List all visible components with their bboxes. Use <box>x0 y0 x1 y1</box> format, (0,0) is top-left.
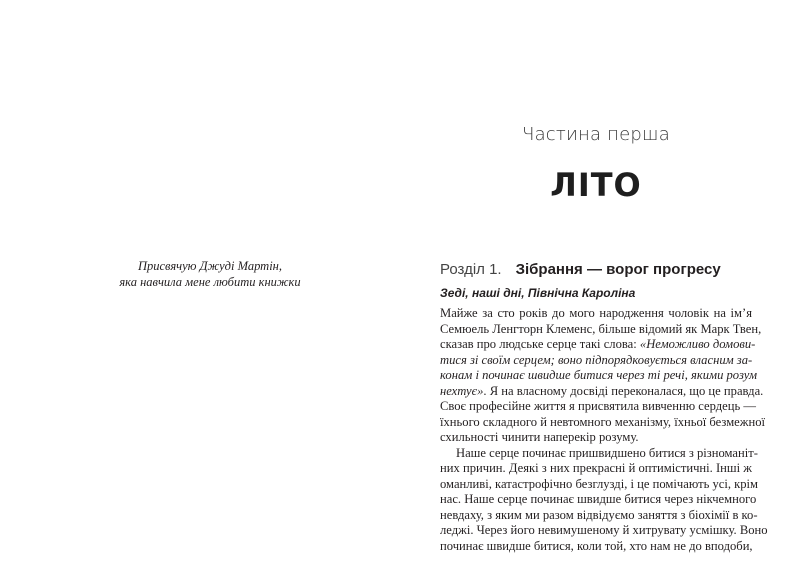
text-line <box>440 337 756 353</box>
text-line: їхнього складного й невтомного механізму, їхньої безмежної <box>440 414 765 429</box>
chapter-heading <box>440 261 760 278</box>
chapter-place: Зеді, наші дні, Північна Кароліна <box>440 286 636 300</box>
part-title: ЛІТО <box>550 166 642 204</box>
chapter-title: Зібрання — ворог прогресу <box>515 261 721 278</box>
part-label: Частина перша <box>522 124 670 145</box>
dedication <box>100 258 320 290</box>
text-line <box>440 383 764 400</box>
text-line: нас. Наше серце починає швидше битися через нікчемного <box>440 492 757 506</box>
text-span: . Я на власному досвіді переконалася, що це правда. <box>483 383 764 398</box>
text-line: леджі. Через його невимушеному й хитрувату усмішку. Воно <box>440 523 768 537</box>
text-line: Семюель Ленгторн Клеменс, більше відомий як Марк Твен, <box>440 321 762 336</box>
quote-span: нехтує» <box>440 383 484 398</box>
text-line: схильності чинити наперекір розуму. <box>440 430 639 444</box>
text-line: Своє професійне життя я присвятила вивченню сердець — <box>440 399 756 413</box>
dedication-line-1: Присвячую Джуді Мартін, <box>137 259 282 273</box>
text-line: них причин. Деякі з них прекрасні й оптимістичні. Інші ж <box>440 461 752 475</box>
text-line: невдаху, з яким ми разом відвідуємо заняття з біохімії в ко- <box>440 507 758 522</box>
dedication-line-2: яка навчила мене любити книжки <box>119 275 301 289</box>
text-line: оманливі, катастрофічно безглузді, і це помічають усі, крім <box>440 476 759 491</box>
quote-span: «Неможливо домови- <box>639 337 756 351</box>
text-line: Майже за сто років до мого народження чоловік на ім’я <box>440 306 752 320</box>
quote-line: конам і починає швидше битися через ті речі, якими розум <box>440 368 758 382</box>
text-line: Наше серце починає пришвидшено битися з різноманіт- <box>456 445 758 460</box>
body-text <box>440 306 768 554</box>
chapter-number: Розділ 1. <box>440 261 502 278</box>
quote-line: тися зі своїм серцем; воно підпорядковується власним за- <box>440 352 753 367</box>
text-line: починає швидше битися, коли той, хто нам не до вподоби, <box>440 538 753 553</box>
text-span: сказав про людське серце такі слова: <box>440 337 640 351</box>
